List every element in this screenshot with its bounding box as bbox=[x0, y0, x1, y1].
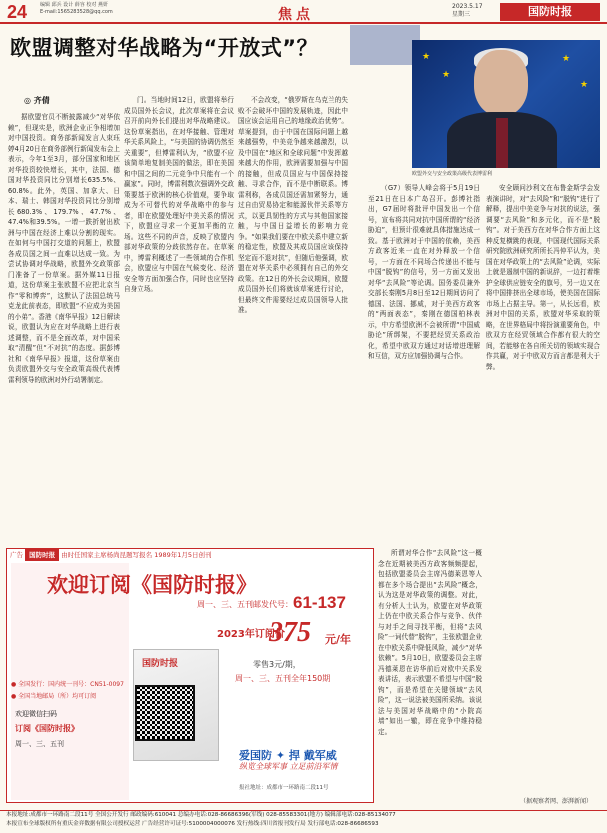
date-text: 2023.5.17 bbox=[452, 3, 483, 10]
photo-tie bbox=[496, 118, 508, 168]
ad-title: 欢迎订阅《国防时报》 bbox=[47, 572, 257, 597]
page-footer bbox=[0, 810, 607, 833]
qr-code[interactable] bbox=[135, 685, 195, 741]
ad-postal-code-label: 周一、三、五刊邮发代号： bbox=[197, 600, 293, 609]
masthead-logo: 国防时报 bbox=[500, 3, 600, 21]
subscription-ad bbox=[6, 548, 374, 803]
ad-year-label: 2023年订阅价 bbox=[217, 629, 285, 640]
flag-star-icon: ★ bbox=[580, 80, 589, 90]
headline: 欧盟调整对华战略为“开放式”？ bbox=[10, 36, 319, 60]
ad-schedule: 周一、三、五刊全年150期 bbox=[235, 674, 331, 683]
page-header bbox=[0, 0, 607, 24]
page-number: 24 bbox=[7, 2, 28, 22]
ad-address: 报社地址：成都市一环路南二段11号 bbox=[239, 785, 329, 791]
ad-postal-code: 61-137 bbox=[293, 593, 346, 612]
source-note: （据观察者网、澎湃新闻） bbox=[520, 798, 593, 805]
editor-line: 编辑 邱兵 设计 薛容 校对 燕妍 bbox=[40, 2, 108, 8]
ad-subslogan: 纵览全球军事 立足前沿军情 bbox=[239, 762, 338, 771]
ad-price-unit: 元/年 bbox=[325, 633, 352, 646]
editor-credits bbox=[40, 2, 113, 16]
photo-caption: 欧盟外交与安全政策高级代表博雷利 bbox=[412, 171, 493, 177]
ad-logo: 国防时报 bbox=[25, 549, 59, 561]
wechat-line-2: 订阅《国防时报》 bbox=[15, 724, 79, 733]
issue-date bbox=[452, 3, 483, 19]
article-column-3: 不会改变，“俄罗斯在乌克兰的失败不会破坏中国的发展轨迹，因此中国应该会运用自己的地缘政治优势”。草案提到，由于中国在国际问题上越来越强势，中美竞争越来越激烈，以及中国在“地区和全球问题”中发挥越来越大的作用，欧洲需要加强与中国的接触，但成员国应与中国保持接触、寻求合作，而不是中断联系。博雷利称，各成员国还需加紧努力，通过自由贸易协定和能源伙伴关系等方式，以更具韧性的方式与其他国家接触，与中国日益增长的影响力竞争。“如果我们要在中欧关系中建立新的稳定性，欧盟及其成员国应该保持坚定而不退对抗”，但随后他强调，欧盟在对华关系中必须拥有自己的外交政策。在12日的外长会议期间，欧盟成员国外长们将就该草案进行讨论，但最终文件需要经过成员国领导人批准。 bbox=[238, 96, 348, 314]
article-column-1: 据欧盟官员不断披露减少“对华依赖”，但现实是，欧洲企业正争相增加对中国投资。商务部新闻发言人束珏婷4月20日在商务部例行新闻发布会上表示，今年1至3月，部分国家和地区对华投资较快增长，其中，法国、德国对华投资同比分别增长635.5%、60.8%。此外，英国、加拿大、日本、瑞士、韩国对华投资同比分别增长680.3%、179.7%、47.7%、47.4%和39.5%。一增一跌折射出欧洲与中国在经济上难以分割的现实。在如何与中国打交道的问题上，欧盟各成员国之间一直难以达成一致。为尝试协调对华战略，欧盟外交政策部门准备了一份草案。据外媒11日报道，这份草案主张欧盟不应把北京当作“零和博弈”，这默认了法国总统马克龙此前表态，即欧盟“不应成为美国的小弟”。香港《南华早报》12日解读说，欧盟认为应在对华战略上进行表述调整，而不是全面改革，对中国采取“清醒”但“不对抗”的态度。据彭博社和《南华早报》报道，这份草案由负责欧盟外交与安全政策高级代表博雷利领导的欧洲对外行动署制定。 bbox=[8, 113, 120, 384]
ad-retail: 零售3元/期， bbox=[253, 660, 301, 669]
article-column-6: 所谓对华合作“去风险”这一概念在近期被美西方政客频频提起，包括欧盟委员会主席冯德莱恩等人都在多个场合提出“去风险”概念，认为这是对华政策的调整。对此，有分析人士认为，欧盟在对华政策上仍在中欧关系合作与竞争、伙伴与对手之间寻找平衡，但将“去风险”一词代替“脱钩”，主张欧盟企业在中欧关系中降低风险，减少“对华依赖”。5月10日，欧盟委员会主席冯德莱恩在访华前后对欧中关系发表讲话，表示欧盟不希望与中国“脱钩”，而是希望在关键领域“去风险”，这一说法被美国所采纳。该说法与美国对华战略中的“小院高墙”如出一辙，即在竞争中维持稳定。 bbox=[378, 549, 482, 736]
article-column-2: 门。当地时间12日，欧盟将举行成员国外长会议，此次草案将在会议召开前向外长们提出对华战略建议。这份草案指出，在对华接触、管理对华关系风险上，“与美国的协调仍然至关重要”，但博雷利认为，“欧盟不应该简单地复制美国的做法，即在美国和中国之间的二元竞争中只能有一个赢家”。同时，博雷利数次强调外交政策要基于欧洲的核心价值观，要争取成为不可替代的对华战略中的参与者，即在欧盟处理好中美关系的情况下，欧盟应寻求一个更加平衡的立场。这些不同的声音，反映了欧盟内部对华政策的分歧依然存在。在草案中，博雷利概述了一些领域的合作机会，欧盟应与中国在气候变化、经济安全等方面加强合作，同时也应坚持自身立场。 bbox=[124, 96, 234, 293]
article-column-4: （G7）领导人峰会将于5月19日至21日在日本广岛召开。彭博社指出，G7届时将批评中国发出一个信号，宣布将共同对抗中国所谓的“经济胁迫”，但预计很难就具体措施达成一致。基于欧洲对于中国的依赖，美西方政客近来一直在对外释放一个信号，一方面在不同场合传递出不能与中国“脱钩”的信号，另一方面又发出对华“去风险”等论调。国务委员兼外交部长秦刚5月8日至12日期间访问了德国、法国、挪威，对于美西方政客的“两面表态”，秦刚在德国柏林表示，中方希望欧洲不会被所谓“中国威胁论”所绑架，不要把经贸关系政治化，希望中欧双方通过对话增进理解和互信，双方应加强协调与合作。 bbox=[368, 184, 480, 360]
flag-star-icon: ★ bbox=[562, 54, 571, 64]
ad-banner-text: 由时任国家主席杨尚昆题写报名 1989年1月5日创刊 bbox=[61, 551, 212, 559]
section-title: 焦点 bbox=[278, 7, 314, 23]
flag-star-icon: ★ bbox=[422, 52, 431, 62]
wechat-line-1: 欢迎微信扫码 bbox=[15, 710, 57, 718]
ad-label: 广告 bbox=[10, 551, 23, 559]
wechat-line-3: 周一、三、五刊 bbox=[15, 740, 64, 748]
weekday-text: 星期三 bbox=[452, 11, 471, 18]
news-photo bbox=[412, 40, 600, 168]
flag-star-icon: ★ bbox=[442, 70, 451, 80]
photo-face bbox=[474, 50, 528, 116]
editor-email: E-mail:1565283528@qq.com bbox=[40, 9, 113, 15]
article-column-5: 安全顾问沙利文在布鲁金斯学会发表演讲时，对“去风险”和“脱钩”进行了解释，提出中美竞争与对抗的说法，强调要“去风险”和多元化，而不是“脱钩”。对于美西方在对华合作方面上这种反复横跳的表现，中国现代国际关系研究院欧洲研究所所长冯仲平认为，美国在对华政策上的“去风险”论调，实际上就是遏制中国的新说辞，一边打着维护全球供应链安全的旗号，另一边又在将中国排挤出全球市场，使美国在国际市场上占据主导。第一，从长远看，欧洲对中国的关系，欧盟对华采取的策略，在世界格局中将扮演重要角色，中欧双方在经贸领域合作都有很大的空间，若能够在各自所关切的领域实现合作共赢，对于中欧双方而言都是利大于弊。 bbox=[486, 184, 600, 371]
newspaper-logo: 国防时报 bbox=[142, 659, 179, 669]
ad-price: 375 bbox=[269, 617, 311, 648]
ad-banner bbox=[7, 549, 373, 561]
ad-bullet: ● 全国当地邮局（所）均可订阅 bbox=[11, 693, 97, 700]
byline: ◎ 齐倩 bbox=[24, 96, 50, 105]
footer-line: 本报宣布全球版权所有重庆金弈数据有限公司授权运营 广告经营许可证号:5100004000076 发行热线:四川省报刊发行局 发行部电话:028-86686593 bbox=[6, 821, 379, 827]
ad-slogan: 爱国防 ✦ 捍 戴军威 bbox=[239, 749, 337, 762]
ad-bullet: ● 全国发行：国内统一刊号：CN51-0097 bbox=[11, 681, 124, 688]
footer-line: 本报地址:成都市一环路南二段11号 全国公开发行 邮政编码:610041 总编办电话:028-86686396(军线) 028-85583301(地方) 编辑部电话:028-85134077 bbox=[6, 812, 396, 818]
